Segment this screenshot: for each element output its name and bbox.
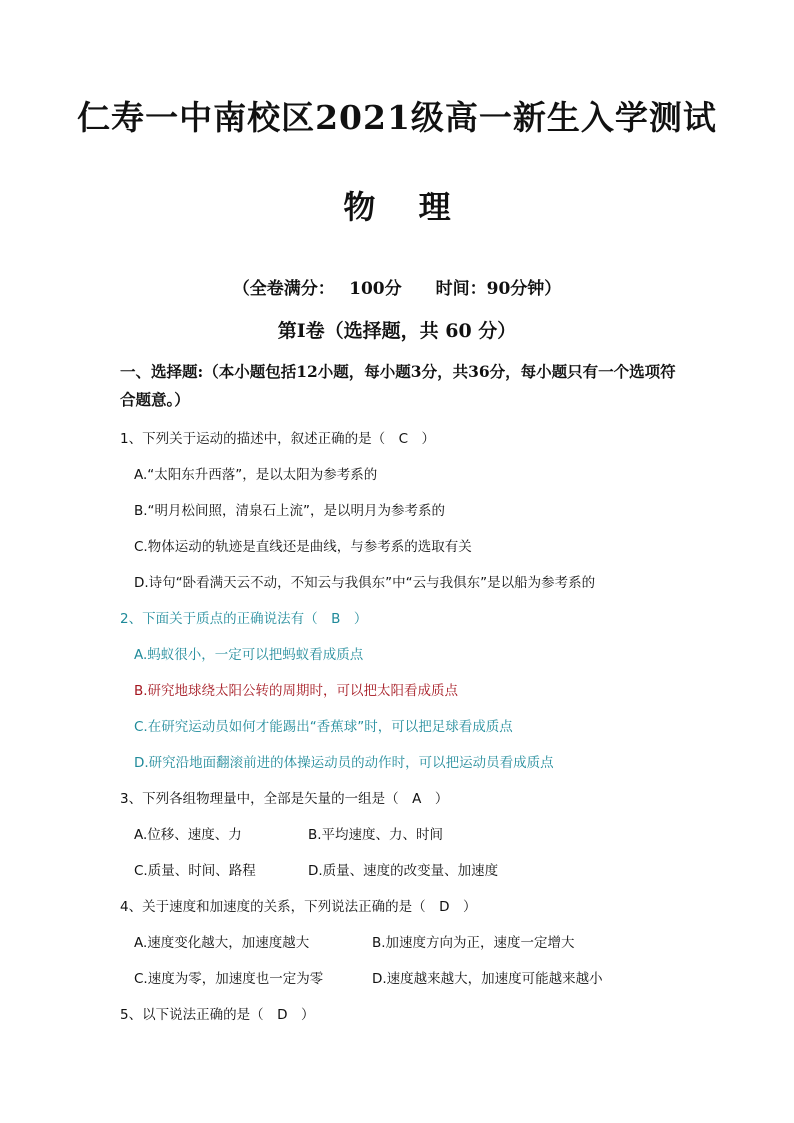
q2-option-d: D.研究沿地面翻滚前进的体操运动员的动作时，可以把运动员看成质点	[134, 755, 554, 771]
section-title: 第Ⅰ卷（选择题，共 60 分）	[277, 320, 517, 342]
q4-option-c: C.速度为零，加速度也一定为零	[134, 971, 324, 987]
question-5-stem: 5、以下说法正确的是（ D ）	[120, 1007, 315, 1023]
q4-option-a: A.速度变化越大，加速度越大	[134, 935, 310, 951]
question-2-stem: 2、下面关于质点的正确说法有（ B ）	[120, 611, 368, 627]
section-instructions: 一、选择题:（本小题包括12小题，每小题3分，共36分，每小题只有一个选项符合题意。）	[120, 362, 676, 409]
q2-option-c: C.在研究运动员如何才能踢出“香蕉球”时，可以把足球看成质点	[134, 719, 513, 735]
q2-option-a: A.蚂蚁很小，一定可以把蚂蚁看成质点	[134, 647, 364, 663]
question-1-stem: 1、下列关于运动的描述中，叙述正确的是（ C ）	[120, 431, 436, 447]
q3-option-c: C.质量、时间、路程	[134, 863, 256, 879]
question-3-stem: 3、下列各组物理量中，全部是矢量的一组是（ A ）	[120, 791, 449, 807]
q3-option-d: D.质量、速度的改变量、加速度	[308, 863, 499, 879]
exam-title: 仁寿一中南校区2021级高一新生入学测试	[77, 98, 717, 137]
q1-option-b: B.“明月松间照，清泉石上流”，是以明月为参考系的	[134, 503, 446, 519]
q3-option-a: A.位移、速度、力	[134, 827, 242, 843]
q1-option-c: C.物体运动的轨迹是直线还是曲线，与参考系的选取有关	[134, 539, 472, 555]
q2-option-b: B.研究地球绕太阳公转的周期时，可以把太阳看成质点	[134, 683, 459, 699]
q4-option-b: B.加速度方向为正，速度一定增大	[372, 935, 575, 951]
q4-option-d: D.速度越来越大，加速度可能越来越小	[372, 971, 603, 987]
subject-title: 物 理	[343, 188, 451, 226]
question-4-stem: 4、关于速度和加速度的关系，下列说法正确的是（ D ）	[120, 899, 477, 915]
q1-option-a: A.“太阳东升西落”，是以太阳为参考系的	[134, 467, 378, 483]
q3-option-b: B.平均速度、力、时间	[308, 827, 444, 843]
exam-meta: （全卷满分： 100分 时间：90分钟）	[232, 279, 562, 299]
q1-option-d: D.诗句“卧看满天云不动，不知云与我俱东”中“云与我俱东”是以船为参考系的	[134, 575, 596, 591]
